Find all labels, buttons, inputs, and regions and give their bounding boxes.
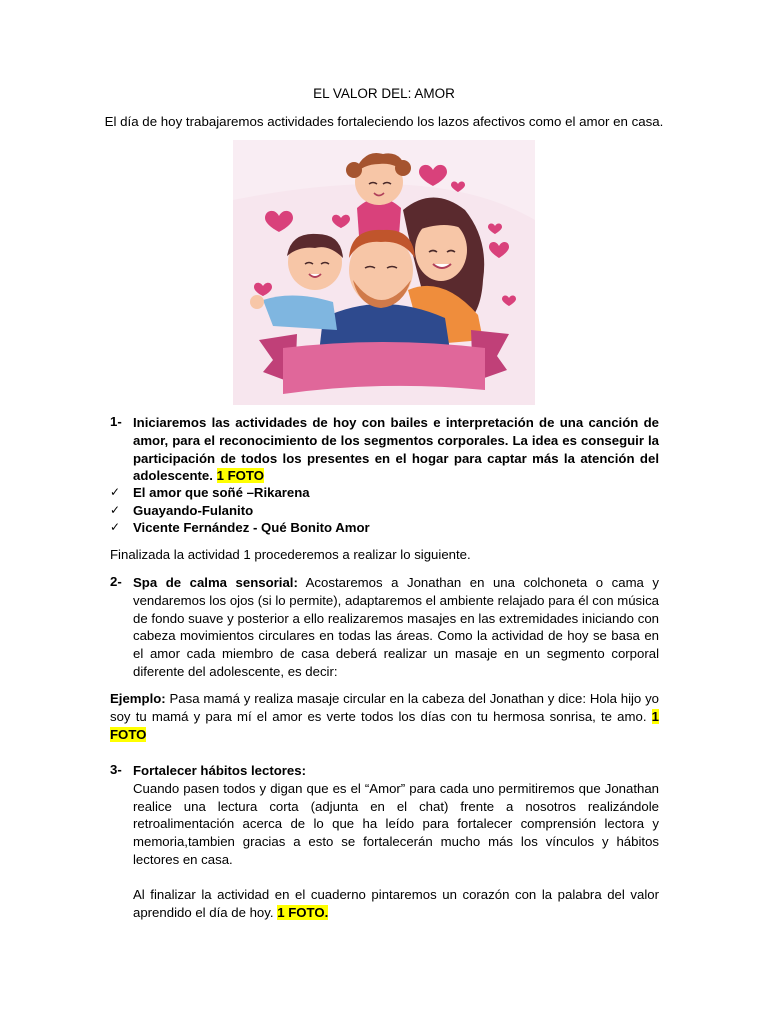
item-2-text: Acostaremos a Jonathan en una colchoneta o cama y vendaremos los ojos (si lo permite), adaptaremos el ambiente relajado para él con música de fondo suave y posterior a ello realizaremos masajes en las extremidades iniciando con cabeza movimientos circulares en todas las áreas. Como la actividad de hoy se basa en el amor cada miembro de casa deberá realizar un masaje en un segmento corporal diferente del adolescente, es decir: <box>133 575 660 679</box>
item-1-text: Iniciaremos las actividades de hoy con bailes e interpretación de una canción de amor, para el reconocimiento de los segmentos corporales. La idea es conseguir la participación de todos los presentes en el hogar para captar más la atención del adolescente. <box>133 415 659 484</box>
item-2-number: 2- <box>110 574 122 589</box>
item-2-heading: Spa de calma sensorial: <box>133 575 298 590</box>
item-1-number: 1- <box>110 414 122 429</box>
item-3-paragraph <box>133 762 659 869</box>
example-label: Ejemplo: <box>110 691 166 706</box>
example-paragraph <box>110 690 659 743</box>
family-illustration <box>233 140 535 405</box>
list-item: ✓ El amor que soñé –Rikarena <box>110 485 310 500</box>
item-1-photo-label: 1 FOTO <box>216 468 264 484</box>
transition-text: Finalizada la actividad 1 procederemos a realizar lo siguiente. <box>110 547 471 562</box>
item-3-heading: Fortalecer hábitos lectores: <box>133 763 306 778</box>
list-item: ✓ Guayando-Fulanito <box>110 502 254 518</box>
item-2-paragraph <box>133 574 659 681</box>
checkmark-icon: ✓ <box>110 485 121 499</box>
example-photo-label: 1 FOTO <box>110 708 659 742</box>
page-title: EL VALOR DEL: AMOR <box>313 86 455 101</box>
family-illustration-image <box>233 140 535 405</box>
example-text: Pasa mamá y realiza masaje circular en la cabeza del Jonathan y dice: Hola hijo yo soy tu mamá y para mí el amor es verte todos los días con tu hermosa sonrisa, te amo. <box>110 691 659 724</box>
intro-text: El día de hoy trabajaremos actividades fortaleciendo los lazos afectivos como el amor en casa. <box>104 114 664 129</box>
item-3-closing-paragraph <box>133 886 659 922</box>
item-3-text: Cuando pasen todos y digan que es el “Amor” para cada uno permitiremos que Jonathan realice una lectura corta (adjunta en el chat) frente a nosotros realizándole retroalimentación acerca de lo que ha leído para fortalecer comprensión lectora y memoria,tambien gracias a esto se fortalecerán mucho más los vínculos y hábitos lectores en casa. <box>133 780 659 867</box>
checkmark-icon: ✓ <box>110 502 121 517</box>
list-item: ✓ Vicente Fernández - Qué Bonito Amor <box>110 520 370 536</box>
item-3-closing: Al finalizar la actividad en el cuaderno pintaremos un corazón con la palabra del valor aprendido el día de hoy. <box>133 887 659 920</box>
item-1-paragraph <box>133 414 659 485</box>
item-3-number: 3- <box>110 762 122 777</box>
checkmark-icon: ✓ <box>110 520 121 535</box>
song-list <box>110 484 370 537</box>
item-3-photo-label: 1 FOTO. <box>277 904 329 920</box>
